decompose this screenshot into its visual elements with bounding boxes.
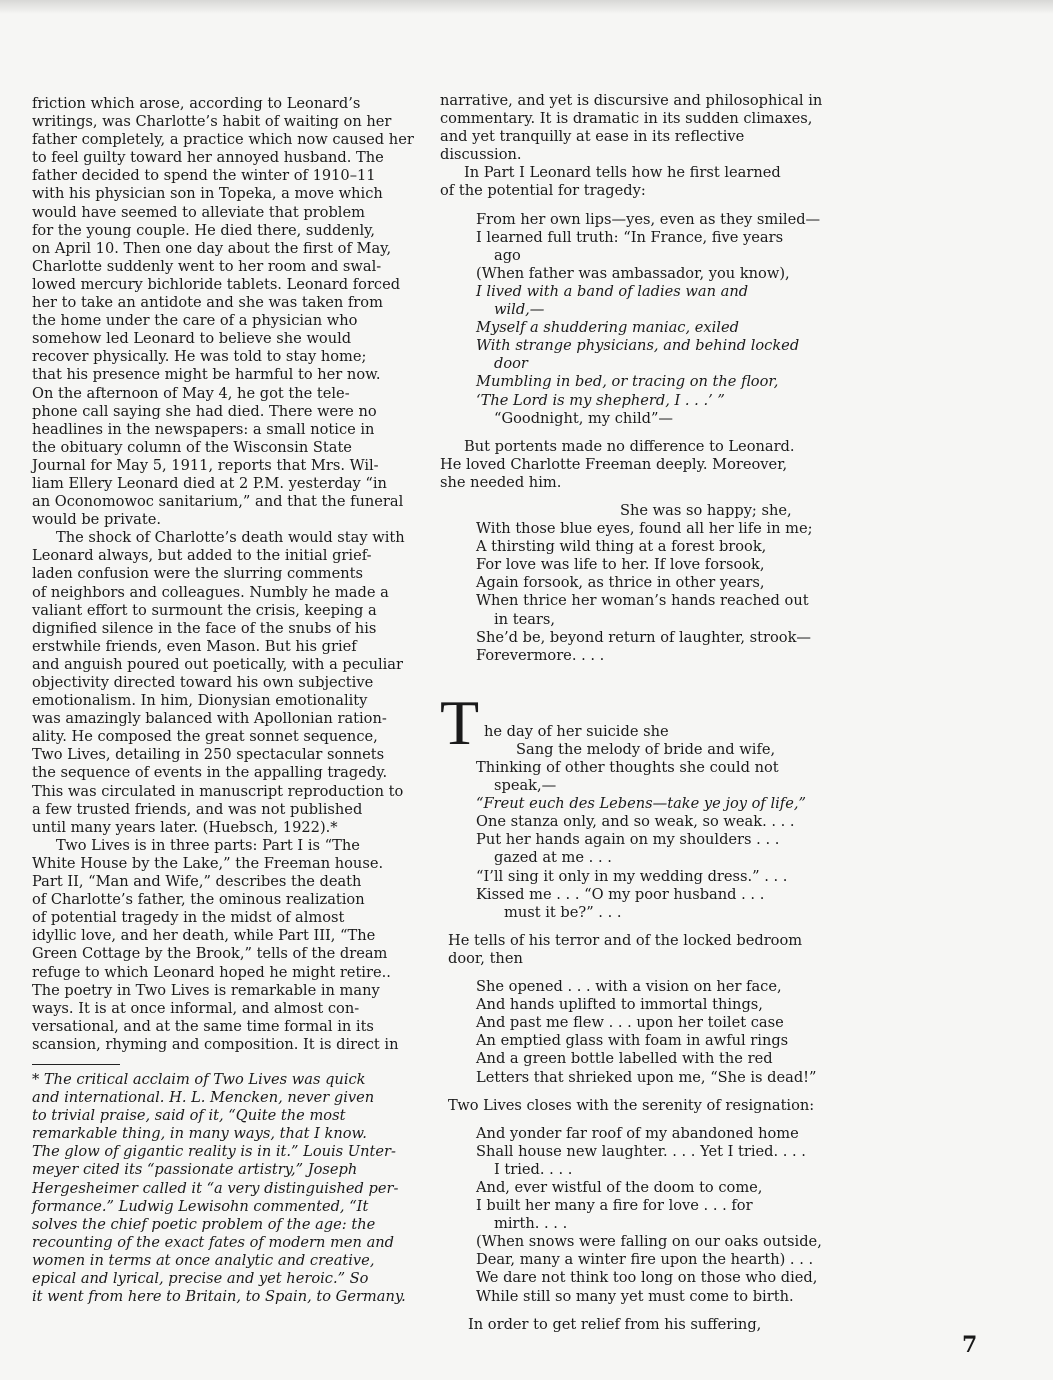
footnote-line: recounting of the exact fates of modern men and: [32, 1233, 395, 1251]
text-line: In Part I Leonard tells how he first learned: [464, 164, 781, 182]
text-line: father completely, a practice which now caused her: [32, 131, 414, 149]
text-line: The shock of Charlotte’s death would stay with: [56, 529, 405, 547]
footnote-line: remarkable thing, in many ways, that I know.: [32, 1125, 367, 1143]
body-paragraph: [440, 932, 840, 968]
footnote-line: solves the chief poetic problem of the age: the: [32, 1215, 376, 1233]
verse-line: I lived with a band of ladies wan and: [476, 282, 749, 300]
verse-line: “Goodnight, my child”—: [494, 409, 674, 427]
text-line: friction which arose, according to Leonard’s: [32, 95, 361, 112]
verse-line: Sang the melody of bride and wife,: [516, 740, 776, 758]
footnote-line: it went from here to Britain, to Spain, to Germany.: [32, 1288, 406, 1306]
body-paragraph: [440, 438, 840, 492]
text-line: to feel guilty toward her annoyed husband. The: [32, 149, 384, 167]
text-line: scansion, rhyming and composition. It is direct in: [32, 1035, 399, 1053]
scan-top-shadow: [0, 0, 1053, 14]
verse-line: And yonder far roof of my abandoned home: [476, 1124, 799, 1142]
footnote-line: formance.” Ludwig Lewisohn commented, “It: [32, 1197, 369, 1215]
text-line: emotionalism. In him, Dionysian emotionality: [32, 692, 368, 710]
verse-line: She’d be, beyond return of laughter, strook—: [476, 628, 812, 646]
text-line: versational, and at the same time formal in its: [32, 1017, 374, 1035]
verse-line: Again forsook, as thrice in other years,: [476, 574, 765, 592]
text-line: Charlotte suddenly went to her room and swal-: [32, 257, 382, 275]
page-number: 7: [962, 1332, 978, 1358]
verse-line: Forevermore. . . .: [476, 646, 605, 664]
footnote-line: epical and lyrical, precise and yet heroic.” So: [32, 1270, 369, 1287]
text-line: until many years later. (Huebsch, 1922).*: [32, 818, 338, 836]
verse-line: And a green bottle labelled with the red: [476, 1050, 773, 1068]
right-column: [440, 92, 840, 1334]
verse-line: wild,—: [494, 301, 545, 319]
text-line: But portents made no difference to Leonard.: [464, 437, 795, 455]
verse-line: “Freut euch des Lebens—take ye joy of life,”: [476, 795, 806, 813]
verse-line: I tried. . . .: [494, 1160, 573, 1178]
body-paragraph: [32, 837, 424, 1054]
text-line: the obituary column of the Wisconsin State: [32, 438, 352, 456]
text-line: the home under the care of a physician who: [32, 312, 358, 330]
text-line: her to take an antidote and she was taken from: [32, 294, 383, 312]
poem-quote: [440, 502, 840, 665]
text-line: ways. It is at once informal, and almost con-: [32, 999, 360, 1017]
text-line: recover physically. He was told to stay home;: [32, 348, 367, 366]
footnote-line: women in terms at once analytic and creative,: [32, 1251, 375, 1269]
footnote-line: and international. H. L. Mencken, never given: [32, 1089, 375, 1107]
verse-line: “I’ll sing it only in my wedding dress.” . . .: [476, 867, 788, 885]
text-line: somehow led Leonard to believe she would: [32, 330, 352, 348]
text-line: discussion.: [440, 146, 522, 164]
verse-line: One stanza only, and so weak, so weak. . . .: [476, 813, 795, 831]
text-line: of Charlotte’s father, the ominous realization: [32, 891, 365, 909]
text-line: He tells of his terror and of the locked bedroom: [448, 931, 803, 949]
verse-line: With those blue eyes, found all her life in me;: [476, 520, 813, 538]
verse-line: And, ever wistful of the doom to come,: [476, 1178, 763, 1196]
poem-quote: [440, 978, 840, 1087]
body-paragraph: Two Lives closes with the serenity of resignation:: [448, 1096, 815, 1114]
text-line: writings, was Charlotte’s habit of waiting on her: [32, 113, 392, 131]
text-line: Green Cottage by the Brook,” tells of the dream: [32, 945, 388, 963]
text-line: dignified silence in the face of the snubs of his: [32, 619, 377, 637]
verse-line: Dear, many a winter fire upon the hearth) . . .: [476, 1251, 814, 1269]
text-line: Leonard always, but added to the initial grief-: [32, 547, 372, 565]
text-line: on April 10. Then one day about the first of May,: [32, 239, 392, 257]
verse-line: For love was life to her. If love forsook,: [476, 556, 765, 574]
text-line: an Oconomowoc sanitarium,” and that the funeral: [32, 493, 404, 511]
body-paragraph: [32, 95, 424, 529]
footnote-line: to trivial praise, said of it, “Quite the most: [32, 1107, 346, 1125]
text-line: On the afternoon of May 4, he got the tele-: [32, 384, 350, 402]
text-line: narrative, and yet is discursive and philosophical in: [440, 92, 823, 109]
body-paragraph: [32, 529, 424, 837]
text-line: phone call saying she had died. There were no: [32, 402, 377, 420]
text-line: idyllic love, and her death, while Part III, “The: [32, 927, 376, 945]
verse-line: She was so happy; she,: [620, 501, 792, 519]
text-line: Two Lives, detailing in 250 spectacular sonnets: [32, 746, 385, 764]
text-line: with his physician son in Topeka, a move which: [32, 185, 383, 203]
verse-line: A thirsting wild thing at a forest brook,: [476, 538, 767, 556]
text-line: laden confusion were the slurring comments: [32, 565, 364, 583]
footnote: [32, 1071, 424, 1306]
body-paragraph: [440, 92, 840, 201]
text-line: liam Ellery Leonard died at 2 P.M. yesterday “in: [32, 474, 387, 492]
verse-line: gazed at me . . .: [494, 849, 612, 867]
body-paragraph: In order to get relief from his suffering,: [468, 1315, 762, 1333]
text-line: lowed mercury bichloride tablets. Leonard forced: [32, 275, 401, 293]
text-line: ality. He composed the great sonnet sequence,: [32, 728, 378, 746]
verse-line: must it be?” . . .: [504, 903, 622, 921]
text-line: and anguish poured out poetically, with a peculiar: [32, 655, 403, 673]
text-line: of potential tragedy in the midst of almost: [32, 909, 345, 927]
verse-line: door: [494, 355, 528, 373]
text-line: objectivity directed toward his own subjective: [32, 674, 374, 691]
text-line: of neighbors and colleagues. Numbly he made a: [32, 583, 389, 601]
verse-line: Myself a shuddering maniac, exiled: [476, 319, 739, 337]
text-line: would be private.: [32, 511, 162, 529]
text-line: a few trusted friends, and was not published: [32, 800, 363, 818]
text-line: Two Lives is in three parts: Part I is “The: [56, 836, 360, 854]
footnote-divider: [32, 1064, 120, 1065]
left-column: [32, 95, 424, 1306]
text-line: door, then: [448, 949, 523, 967]
text-line: of the potential for tragedy:: [440, 182, 646, 200]
text-line: valiant effort to surmount the crisis, keeping a: [32, 601, 377, 619]
footnote-line: meyer cited its “passionate artistry,” Joseph: [32, 1161, 358, 1179]
text-line: erstwhile friends, even Mason. But his grief: [32, 637, 357, 655]
verse-line: (When snows were falling on our oaks outside,: [476, 1233, 822, 1251]
footnote-line: * The critical acclaim of Two Lives was quick: [32, 1070, 366, 1088]
verse-line: in tears,: [494, 610, 556, 628]
text-line: White House by the Lake,” the Freeman house.: [32, 854, 384, 872]
verse-line: While still so many yet must come to birth.: [476, 1287, 794, 1305]
verse-line: (When father was ambassador, you know),: [476, 264, 790, 282]
text-line: headlines in the newspapers: a small notice in: [32, 420, 375, 438]
text-line: father decided to spend the winter of 1910–11: [32, 167, 376, 185]
footnote-line: The glow of gigantic reality is in it.” Louis Unter-: [32, 1143, 396, 1161]
text-line: Journal for May 5, 1911, reports that Mrs. Wil-: [32, 456, 379, 474]
verse-line: An emptied glass with foam in awful rings: [476, 1032, 789, 1050]
verse-line: And hands uplifted to immortal things,: [476, 996, 763, 1014]
text-line: was amazingly balanced with Apollonian ration-: [32, 710, 387, 728]
text-line: for the young couple. He died there, suddenly,: [32, 221, 376, 239]
text-line: the sequence of events in the appalling tragedy.: [32, 764, 388, 782]
verse-line: speak,—: [494, 777, 557, 795]
verse-line: I built her many a fire for love . . . for: [476, 1197, 753, 1215]
verse-line: Kissed me . . . “O my poor husband . . .: [476, 885, 765, 903]
verse-line: Shall house new laughter. . . . Yet I tried. . . .: [476, 1142, 806, 1160]
verse-line: ‘The Lord is my shepherd, I . . .’ ”: [476, 391, 725, 409]
verse-line: he day of her suicide she: [484, 722, 669, 740]
verse-line: ago: [494, 246, 521, 264]
footnote-line: Hergesheimer called it “a very distinguished per-: [32, 1179, 399, 1197]
text-line: commentary. It is dramatic in its sudden climaxes,: [440, 110, 813, 128]
poem-quote: [440, 211, 840, 428]
text-line: Part II, “Man and Wife,” describes the death: [32, 873, 362, 891]
verse-line: With strange physicians, and behind locked: [476, 337, 800, 355]
verse-line: When thrice her woman’s hands reached out: [476, 592, 809, 610]
drop-cap: T: [440, 686, 480, 758]
verse-line: From her own lips—yes, even as they smiled—: [476, 210, 821, 228]
verse-line: She opened . . . with a vision on her face,: [476, 978, 782, 996]
verse-line: Letters that shrieked upon me, “She is dead!”: [476, 1068, 817, 1086]
verse-line: And past me flew . . . upon her toilet case: [476, 1014, 784, 1032]
poem-quote: [440, 686, 840, 922]
verse-line: mirth. . . .: [494, 1215, 568, 1233]
verse-line: We dare not think too long on those who died,: [476, 1269, 818, 1287]
text-line: This was circulated in manuscript reproduction to: [32, 782, 404, 800]
text-line: The poetry in Two Lives is remarkable in many: [32, 981, 380, 999]
verse-line: I learned full truth: “In France, five years: [476, 228, 784, 246]
text-line: and yet tranquilly at ease in its reflective: [440, 128, 745, 146]
text-line: would have seemed to alleviate that problem: [32, 203, 365, 221]
text-line: that his presence might be harmful to her now.: [32, 366, 381, 384]
verse-line: Mumbling in bed, or tracing on the floor,: [476, 373, 779, 391]
text-line: refuge to which Leonard hoped he might retire..: [32, 963, 391, 981]
text-line: she needed him.: [440, 473, 562, 491]
verse-line: Put her hands again on my shoulders . . .: [476, 831, 780, 849]
verse-line: Thinking of other thoughts she could not: [476, 759, 779, 776]
poem-quote: [440, 1125, 840, 1306]
text-line: He loved Charlotte Freeman deeply. Moreover,: [440, 455, 788, 473]
